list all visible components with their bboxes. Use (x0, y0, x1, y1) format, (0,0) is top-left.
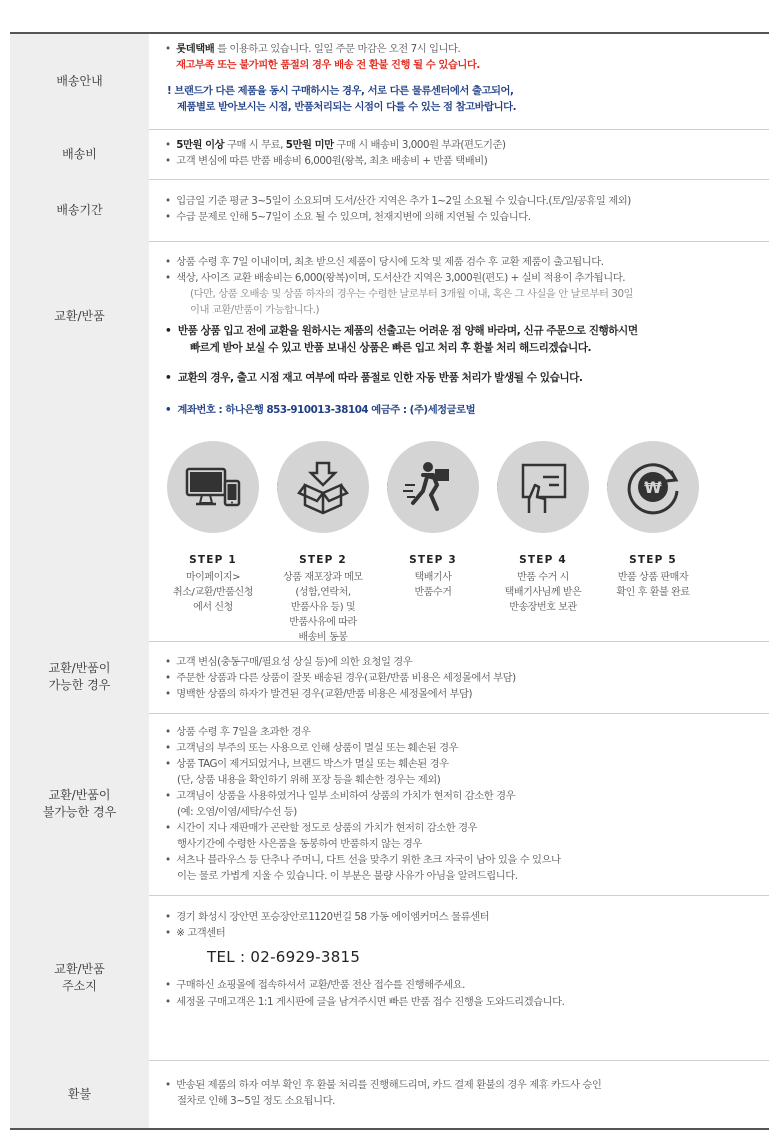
courier-name: 롯데택배 (176, 43, 215, 55)
step-desc: 마이페이지> 취소/교환/반품신청 에서 신청 (172, 572, 254, 613)
text-line: • 고객님이 상품을 사용하였거나 일부 소비하여 상품의 가치가 현저히 감소한 경우 (165, 790, 516, 802)
row-content (163, 895, 763, 1060)
text-line: • 상품 수령 후 7일 이내이며, 최초 받으신 제품이 당시에 도착 및 제품 검수 후 교환 제품이 출고됩니다. (165, 256, 604, 268)
step-desc: 택배기사 반품수거 (414, 572, 452, 598)
row-label: 환불 (10, 1060, 149, 1128)
text-line: 절차로 인해 3~5일 정도 소요됩니다. (177, 1095, 335, 1107)
row-shipping-guide (10, 34, 769, 130)
row-label: 배송기간 (10, 179, 149, 241)
text-line: 빠르게 받아 보실 수 있고 반품 보내신 상품은 빠른 입고 처리 후 환불 처리 해드리겠습니다. (190, 342, 592, 354)
text-line: 이는 물로 가볍게 지울 수 있습니다. 이 부분은 불량 사유가 아님을 알려드립니다. (177, 870, 518, 882)
row-content (163, 241, 763, 641)
step-desc: 반품 수거 시 택배기사님께 받은 반송장번호 보관 (504, 572, 582, 613)
row-return-allowed (10, 641, 769, 714)
row-refund (10, 1060, 769, 1130)
text-line: • ※ 고객센터 (165, 927, 226, 939)
phone-number[interactable]: TEL : 02-6929-3815 (207, 948, 361, 966)
open-box-icon (277, 441, 369, 533)
step-desc: 반품 상품 판매자 확인 후 환불 완료 (616, 572, 690, 598)
text-line: • 고객 변심(충동구매/필요성 상실 등)에 의한 요청일 경우 (165, 656, 413, 668)
text-line: • 롯데택배 를 이용하고 있습니다. 일일 주문 마감은 오전 7시 입니다. (165, 43, 461, 55)
step-4 (493, 441, 593, 615)
text-line: • 입금일 기준 평균 3~5일이 소요되며 도서/산간 지역은 추가 1~2일 소요될 수 있습니다.(토/일/공휴일 제외) (165, 195, 631, 207)
text-line: • 세정몰 구매고객은 1:1 게시판에 글을 남겨주시면 빠른 반품 접수 진행을 도와드리겠습니다. (165, 996, 565, 1008)
text-line: • 상품 수령 후 7일을 초과한 경우 (165, 726, 311, 738)
step-title: STEP 3 (409, 554, 457, 566)
courier-icon (387, 441, 479, 533)
won-refund-icon (607, 441, 699, 533)
text-line: • 시간이 지나 재판매가 곤란할 정도로 상품의 가치가 현저히 감소한 경우 (165, 822, 478, 834)
text-line: • 수급 문제로 인해 5~7일이 소요 될 수 있으며, 천재지변에 의해 지연될 수 있습니다. (165, 211, 531, 223)
row-content (163, 34, 763, 129)
text-line: • 명백한 상품의 하자가 발견된 경우(교환/반품 비용은 세정몰에서 부담) (165, 688, 473, 700)
row-label: 교환/반품이 가능한 경우 (10, 641, 149, 713)
text-line: • 구매하신 쇼핑몰에 접속하셔서 교환/반품 전산 접수를 진행해주세요. (165, 979, 465, 991)
row-label: 교환/반품 주소지 (10, 895, 149, 1060)
step-5 (603, 441, 703, 600)
text-line: 이내 교환/반품이 가능합니다.) (190, 304, 320, 316)
shipping-info-table (10, 32, 769, 1107)
text-line: • 교환의 경우, 출고 시점 재고 여부에 따라 품절로 인한 자동 반품 처리가 발생될 수 있습니다. (165, 372, 583, 384)
text-line: (단, 상품 내용을 확인하기 위해 포장 등을 훼손한 경우는 제외) (177, 774, 441, 786)
row-exchange-return (10, 241, 769, 642)
text-line: (예: 오염/이염/세탁/수선 등) (177, 806, 297, 818)
row-label: 배송비 (10, 129, 149, 179)
row-shipping-fee (10, 129, 769, 180)
text-line: 행사기간에 수령한 사은품을 동봉하여 반품하지 않는 경우 (177, 838, 422, 850)
row-content (163, 1060, 763, 1128)
row-label: 교환/반품 (10, 241, 149, 391)
step-title: STEP 1 (189, 554, 237, 566)
row-content (163, 179, 763, 241)
row-content (163, 129, 763, 179)
monitor-phone-icon (167, 441, 259, 533)
row-shipping-period (10, 179, 769, 242)
step-2 (273, 441, 373, 645)
notice-line: ! 브랜드가 다른 제품을 동시 구매하시는 경우, 서로 다른 물류센터에서 출고되어, (167, 85, 514, 97)
text-line: • 5만원 이상 구매 시 무료, 5만원 미만 구매 시 배송비 3,000원 부과(편도기준) (165, 139, 506, 151)
row-label: 배송안내 (10, 34, 149, 129)
text-line: • 고객님의 부주의 또는 사용으로 인해 상품이 멸실 또는 훼손된 경우 (165, 742, 459, 754)
receipt-hand-icon (497, 441, 589, 533)
row-content (163, 641, 763, 713)
address-line: • 경기 화성시 장안면 포승장안로1120번길 58 가동 에이엠커머스 물류센터 (165, 911, 490, 923)
text-line: • 반송된 제품의 하자 여부 확인 후 환불 처리를 진행해드리며, 카드 결제 환불의 경우 제휴 카드사 승인 (165, 1079, 602, 1091)
text-line: • 고객 변심에 따른 반품 배송비 6,000원(왕복, 최초 배송비 + 반품 택배비) (165, 155, 488, 167)
step-desc: 상품 재포장과 메모 (성함,연락처, 반품사유 등) 및 반품사유에 따라 배송비 동봉 (283, 572, 363, 643)
step-title: STEP 4 (519, 554, 567, 566)
text-line: • 색상, 사이즈 교환 배송비는 6,000(왕복)이며, 도서산간 지역은 3,000원(편도) + 실비 적용이 추가됩니다. (165, 272, 626, 284)
text-line: • 상품 TAG이 제거되었거나, 브랜드 박스가 멸실 또는 훼손된 경우 (165, 758, 449, 770)
row-label: 교환/반품이 불가능한 경우 (10, 713, 149, 895)
row-return-not-allowed (10, 713, 769, 896)
row-content (163, 713, 763, 895)
step-3 (383, 441, 483, 600)
warning-line: 재고부족 또는 불가피한 품절의 경우 배송 전 환불 진행 될 수 있습니다. (176, 59, 480, 71)
text-line: (다만, 상품 오배송 및 상품 하자의 경우는 수령한 날로부터 3개월 이내, 혹은 그 사실을 안 날로부터 30일 (190, 288, 634, 300)
text-line: • 셔츠나 블라우스 등 단추나 주머니, 다트 선을 맞추기 위한 초크 자국이 남아 있을 수 있으나 (165, 854, 561, 866)
step-1 (163, 441, 263, 615)
bank-account-line: • 계좌번호 : 하나은행 853-910013-38104 예금주 : (주)세정글로벌 (165, 404, 476, 416)
svg-text:₩: ₩ (644, 478, 662, 497)
step-title: STEP 2 (299, 554, 347, 566)
text-line: • 반품 상품 입고 전에 교환을 원하시는 제품의 선출고는 어려운 점 양해 바라며, 신규 주문으로 진행하시면 (165, 325, 638, 337)
notice-line: 제품별로 받아보시는 시점, 반품처리되는 시점이 다를 수 있는 점 참고바랍니다. (177, 101, 517, 113)
row-label-fill (10, 391, 149, 641)
row-return-address (10, 895, 769, 1061)
step-title: STEP 5 (629, 554, 677, 566)
text-line: • 주문한 상품과 다른 상품이 잘못 배송된 경우(교환/반품 비용은 세정몰에서 부담) (165, 672, 516, 684)
